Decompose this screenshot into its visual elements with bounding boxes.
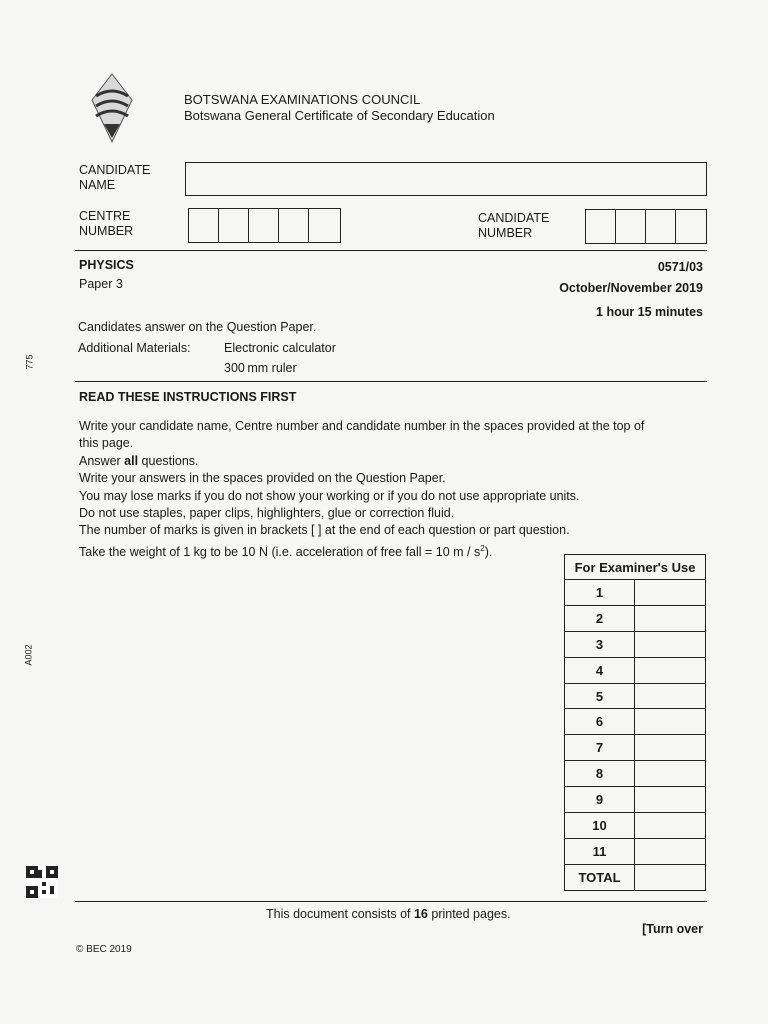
council-name: BOTSWANA EXAMINATIONS COUNCIL [184, 92, 421, 107]
instruction-line: Write your answers in the spaces provided on the Question Paper. [79, 471, 446, 486]
question-number: 1 [565, 580, 635, 606]
candidate-name-field[interactable] [185, 162, 707, 196]
candidate-name-label: CANDIDATE NAME [79, 163, 151, 192]
candidate-number-field[interactable] [585, 209, 707, 244]
total-cell[interactable] [635, 864, 706, 890]
centre-number-label: CENTRE NUMBER [79, 209, 134, 238]
question-number: 6 [565, 709, 635, 735]
turn-over: [Turn over [642, 922, 703, 936]
divider [75, 381, 707, 382]
answer-note: Candidates answer on the Question Paper. [78, 320, 317, 334]
subject: PHYSICS [79, 258, 134, 272]
materials-label: Additional Materials: [78, 341, 191, 355]
paper-code: 0571/03 [657, 260, 703, 274]
instructions-heading: READ THESE INSTRUCTIONS FIRST [79, 390, 297, 404]
mark-cell[interactable] [635, 683, 706, 709]
mark-cell[interactable] [635, 735, 706, 761]
mark-cell[interactable] [635, 709, 706, 735]
instruction-line: Answer all questions. [79, 453, 199, 468]
total-label: TOTAL [565, 864, 635, 890]
instruction-line: Write your candidate name, Centre number and candidate number in the spaces provided at the top of [79, 419, 645, 433]
mark-cell[interactable] [635, 631, 706, 657]
instruction-line: The number of marks is given in brackets [ ] at the end of each question or part question. [79, 523, 570, 538]
question-number: 5 [565, 683, 635, 709]
mark-cell[interactable] [635, 761, 706, 787]
instruction-line: Take the weight of 1 kg to be 10 N (i.e. acceleration of free fall = 10 m / $s^2$). [79, 543, 493, 559]
mark-cell[interactable] [635, 787, 706, 813]
examiner-table [564, 554, 706, 891]
candidate-number-label: CANDIDATE NUMBER [478, 211, 550, 240]
copyright: © BEC 2019 [76, 944, 132, 955]
instruction-line: this page. [79, 436, 134, 451]
duration: 1 hour 15 minutes [596, 305, 703, 319]
page-count-note: This document consists of 16 printed pages. [266, 907, 511, 921]
mark-cell[interactable] [635, 657, 706, 683]
question-number: 9 [565, 787, 635, 813]
mark-cell[interactable] [635, 813, 706, 839]
instruction-line: Do not use staples, paper clips, highlighters, glue or correction fluid. [79, 506, 455, 521]
qr-code-icon [26, 866, 58, 898]
side-mark: 775 [24, 354, 35, 370]
instructions-list [79, 418, 644, 561]
session: October/November 2019 [559, 281, 703, 295]
question-number: 7 [565, 735, 635, 761]
material-item: 300 mm ruler [224, 361, 297, 375]
centre-number-field[interactable] [188, 208, 341, 243]
side-mark: A002 [23, 644, 34, 666]
paper-number: Paper 3 [79, 277, 123, 291]
question-number: 8 [565, 761, 635, 787]
question-number: 11 [565, 838, 635, 864]
mark-cell[interactable] [635, 838, 706, 864]
instruction-line: You may lose marks if you do not show your working or if you do not use appropriate units. [79, 488, 580, 503]
bec-crest-icon [88, 72, 136, 144]
mark-cell[interactable] [635, 580, 706, 606]
question-number: 4 [565, 657, 635, 683]
mark-cell[interactable] [635, 605, 706, 631]
material-item: Electronic calculator [224, 341, 336, 355]
question-number: 2 [565, 605, 635, 631]
question-number: 10 [565, 813, 635, 839]
examiner-title: For Examiner's Use [565, 555, 706, 580]
divider [75, 250, 707, 251]
divider [75, 901, 707, 902]
certificate-name: Botswana General Certificate of Secondary Education [184, 108, 495, 123]
question-number: 3 [565, 631, 635, 657]
